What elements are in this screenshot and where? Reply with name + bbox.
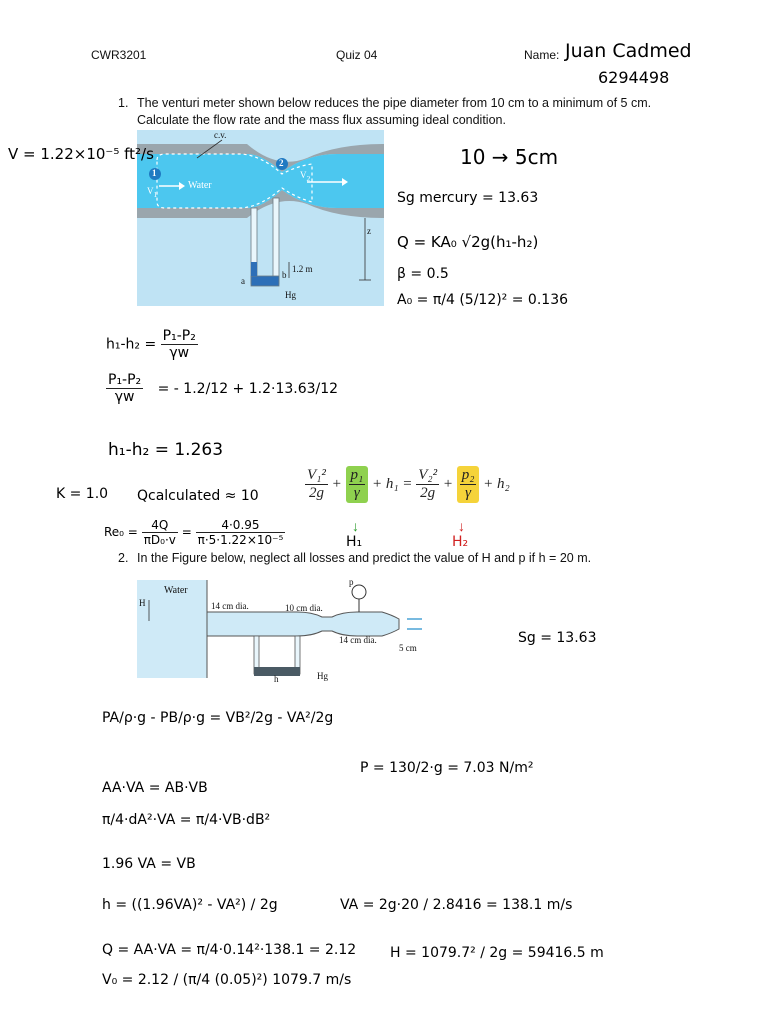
z-label: z: [367, 226, 371, 236]
v1-label: $V_1$: [147, 186, 158, 199]
p1-highlight: $\frac{\text{p₁}}{\gamma}$: [346, 466, 369, 503]
q1-text: [137, 95, 697, 129]
student-id: 6294498: [598, 68, 670, 87]
course-code: CWR3201: [91, 48, 147, 62]
beta-note: β = 0.5: [397, 266, 449, 282]
area-note: A₀ = π/4 (5/12)² = 0.136: [397, 292, 569, 308]
q1-number: 1.: [118, 96, 129, 110]
sg-mercury-note: Sg mercury = 13.63: [397, 190, 539, 206]
height-label: 1.2 m: [292, 264, 313, 274]
h-result: h₁-h₂ = 1.263: [108, 440, 224, 460]
p-diff-equation: $\frac{\text{P₁-P₂}}{\gamma w}$ = - 1.2/12 + 1.2·13.63/12: [108, 372, 339, 405]
q2-hg-label: Hg: [317, 671, 328, 681]
quiz-title: Quiz 04: [336, 48, 378, 62]
arrow-down-icon: ↓: [458, 518, 465, 534]
b-label: b: [282, 270, 287, 280]
cv-label: c.v.: [214, 130, 227, 140]
v2-label: $V_2$: [300, 170, 311, 183]
name-label: Name:: [524, 48, 560, 62]
p2-highlight: $\frac{\text{p₂}}{\gamma}$: [457, 466, 480, 503]
viscosity-note: V = 1.22×10⁻⁵ ft²/s: [8, 145, 154, 163]
venturi-diagram: [137, 130, 384, 306]
h2-label: H₂: [452, 534, 469, 550]
point-2-label: 2: [279, 158, 284, 168]
h1-label: H₁: [346, 534, 363, 550]
continuity-eq-2: π/4·dA²·VA = π/4·VB·dB²: [102, 812, 271, 828]
d5-label: 5 cm: [399, 643, 417, 653]
q1-text-line2: Calculate the flow rate and the mass flux assuming ideal condition.: [137, 113, 506, 127]
reduction-note: 10 → 5cm: [460, 145, 559, 169]
hg-label: Hg: [285, 290, 296, 300]
water-label: Water: [188, 180, 212, 191]
va-result: VA = 2g·20 / 2.8416 = 138.1 m/s: [340, 897, 573, 913]
q-formula-note: Q = KA₀ √2g(h₁-h₂): [397, 233, 539, 251]
q2-H-label: H: [139, 598, 146, 608]
h-diff-equation: h₁-h₂ = $\frac{\text{P₁-P₂}}{\gamma w}$: [106, 328, 196, 361]
venturi-figure: [137, 130, 384, 306]
q1-text-line1: The venturi meter shown below reduces the pipe diameter from 10 cm to a minimum of 5 cm.: [137, 96, 652, 110]
q2-text: In the Figure below, neglect all losses and predict the value of H and p if h = 20 m.: [137, 551, 592, 565]
a-label: a: [241, 276, 245, 286]
q2-h-label: h: [274, 674, 279, 684]
q-result: Q = AA·VA = π/4·0.14²·138.1 = 2.12: [102, 942, 357, 958]
q2-water-label: Water: [164, 585, 188, 596]
point-1-label: 1: [152, 168, 157, 178]
pressure-gauge-label: p: [349, 577, 354, 587]
q2-number: 2.: [118, 551, 129, 565]
d14b-label: 14 cm dia.: [339, 635, 377, 645]
bernoulli-equation: $\frac{\text{V₁²}}{2g}$ + $\frac{\text{p₁}}{\gamma}$ + h₁ = $\frac{\text{V₂²}}{2g}$ + $\frac{\text{p₂}}{\gamma}$ + h₂: [307, 467, 510, 501]
k-value: K = 1.0: [56, 486, 109, 502]
continuity-eq-1: AA·VA = AB·VB: [102, 780, 208, 796]
student-name: Juan Cadmed: [565, 40, 692, 62]
v0-result: V₀ = 2.12 / (π/4 (0.05)²) 1079.7 m/s: [102, 972, 352, 988]
pressure-result: P = 130/2·g = 7.03 N/m²: [360, 760, 534, 776]
q2-bernoulli-note: PA/ρ·g - PB/ρ·g = VB²/2g - VA²/2g: [102, 710, 334, 726]
nozzle-figure: [137, 575, 437, 685]
d10-label: 10 cm dia.: [285, 603, 323, 613]
d14a-label: 14 cm dia.: [211, 601, 249, 611]
q-calculated: Qcalculated ≈ 10: [137, 488, 259, 504]
reynolds-equation: Re₀ = $\frac{4Q}{\text{πD₀·v}}$ = $\frac{4\cdot 0.95}{\text{π·5·1.22×10⁻⁵}}$: [104, 518, 284, 547]
velocity-ratio: 1.96 VA = VB: [102, 856, 196, 872]
q2-sg-note: Sg = 13.63: [518, 630, 597, 646]
arrow-down-icon: ↓: [352, 518, 359, 534]
h-equation: h = ((1.96VA)² - VA²) / 2g: [102, 897, 278, 913]
H-result: H = 1079.7² / 2g = 59416.5 m: [390, 945, 604, 961]
